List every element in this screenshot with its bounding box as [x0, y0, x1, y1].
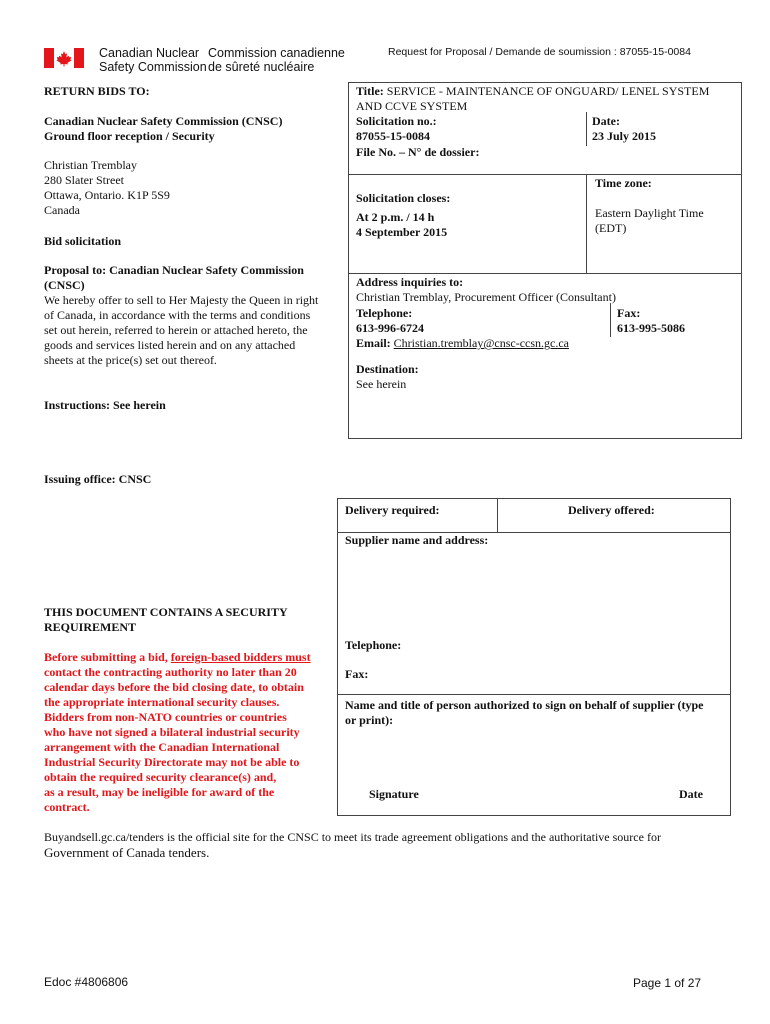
security-warning: Before submitting a bid, foreign-based bidders must contact the contracting authority no later than 20 calendar days before the bid closing date, to obtain the appropriate international security clauses. Bidders from non-NATO countries or countries who have not signed a bilateral industrial security arrangement with the Canadian International Industrial Security Directorate may not be able to obtain the required security clearance(s) and, as a result, may be ineligible for award of the contract.	[44, 650, 311, 814]
divider	[610, 303, 611, 337]
divider	[348, 174, 742, 175]
supplier-telephone: Telephone:	[345, 638, 402, 652]
email-link[interactable]: Christian.tremblay@cnsc-ccsn.gc.ca	[393, 336, 569, 350]
divider	[337, 694, 731, 695]
foreign-bidders-link[interactable]: foreign-based bidders must	[170, 650, 311, 664]
return-bids-heading: RETURN BIDS TO:	[44, 84, 150, 98]
telephone-field: Telephone: 613-996-6724	[356, 306, 424, 335]
org-name-en: Canadian Nuclear Safety Commission	[99, 46, 207, 74]
page-number: Page 1 of 27	[633, 976, 702, 990]
delivery-required: Delivery required:	[345, 503, 440, 517]
destination-field: Destination: See herein	[356, 362, 419, 391]
fax-field: Fax: 613-995-5086	[617, 306, 685, 335]
divider	[586, 174, 587, 273]
proposal-to: Proposal to: Canadian Nuclear Safety Commission (CNSC)	[44, 263, 304, 292]
supplier-name-address: Supplier name and address:	[345, 533, 489, 547]
return-org: Canadian Nuclear Safety Commission (CNSC) Ground floor reception / Security	[44, 114, 283, 143]
date-field: Date: 23 July 2015	[592, 114, 657, 143]
solicitation-number: Solicitation no.: 87055-15-0084	[356, 114, 437, 143]
offer-text: We hereby offer to sell to Her Majesty the Queen in right of Canada, in accordance with the terms and conditions set out herein, referred to herein or attached hereto, the goods and services listed herein and on any attached sheets at the price(s) set out thereof.	[44, 293, 319, 367]
timezone-label: Time zone:	[595, 176, 652, 190]
email-field: Email: Christian.tremblay@cnsc-ccsn.gc.ca	[356, 336, 569, 350]
bid-solicitation-label: Bid solicitation	[44, 234, 122, 248]
delivery-offered: Delivery offered:	[568, 503, 655, 517]
authorized-person: Name and title of person authorized to sign on behalf of supplier (type or print):	[345, 698, 704, 727]
divider	[497, 498, 498, 532]
buyandsell-note: Buyandsell.gc.ca/tenders is the official site for the CNSC to meet its trade agreement obligations and the authoritative source for Government of Canada tenders.	[44, 830, 661, 860]
signature-label: Signature	[369, 787, 419, 801]
divider	[348, 273, 742, 274]
edoc-number: Edoc #4806806	[44, 975, 129, 989]
title-field: Title: SERVICE - MAINTENANCE OF ONGUARD/ LENEL SYSTEM AND CCVE SYSTEM	[356, 84, 710, 113]
address-inquiries-label: Address inquiries to:	[356, 275, 464, 289]
return-address: Christian Tremblay 280 Slater Street Ottawa, Ontario. K1P 5S9 Canada	[44, 158, 170, 217]
issuing-office: Issuing office: CNSC	[44, 472, 152, 486]
closes-label: Solicitation closes:	[356, 191, 451, 205]
closes-value: At 2 p.m. / 14 h 4 September 2015	[356, 210, 448, 239]
supplier-fax: Fax:	[345, 667, 369, 681]
date-label: Date	[679, 787, 703, 801]
security-title: THIS DOCUMENT CONTAINS A SECURITY REQUIREMENT	[44, 605, 288, 634]
file-number: File No. – N° de dossier:	[356, 145, 480, 159]
divider	[586, 112, 587, 146]
timezone-value: Eastern Daylight Time (EDT)	[595, 206, 704, 235]
org-name-fr: Commission canadienne de sûreté nucléaire	[208, 46, 345, 74]
rfp-header: Request for Proposal / Demande de soumission : 87055-15-0084	[388, 46, 691, 58]
address-inquiries-value: Christian Tremblay, Procurement Officer (Consultant)	[356, 290, 616, 304]
canada-flag-icon	[44, 48, 84, 68]
instructions: Instructions: See herein	[44, 398, 166, 412]
